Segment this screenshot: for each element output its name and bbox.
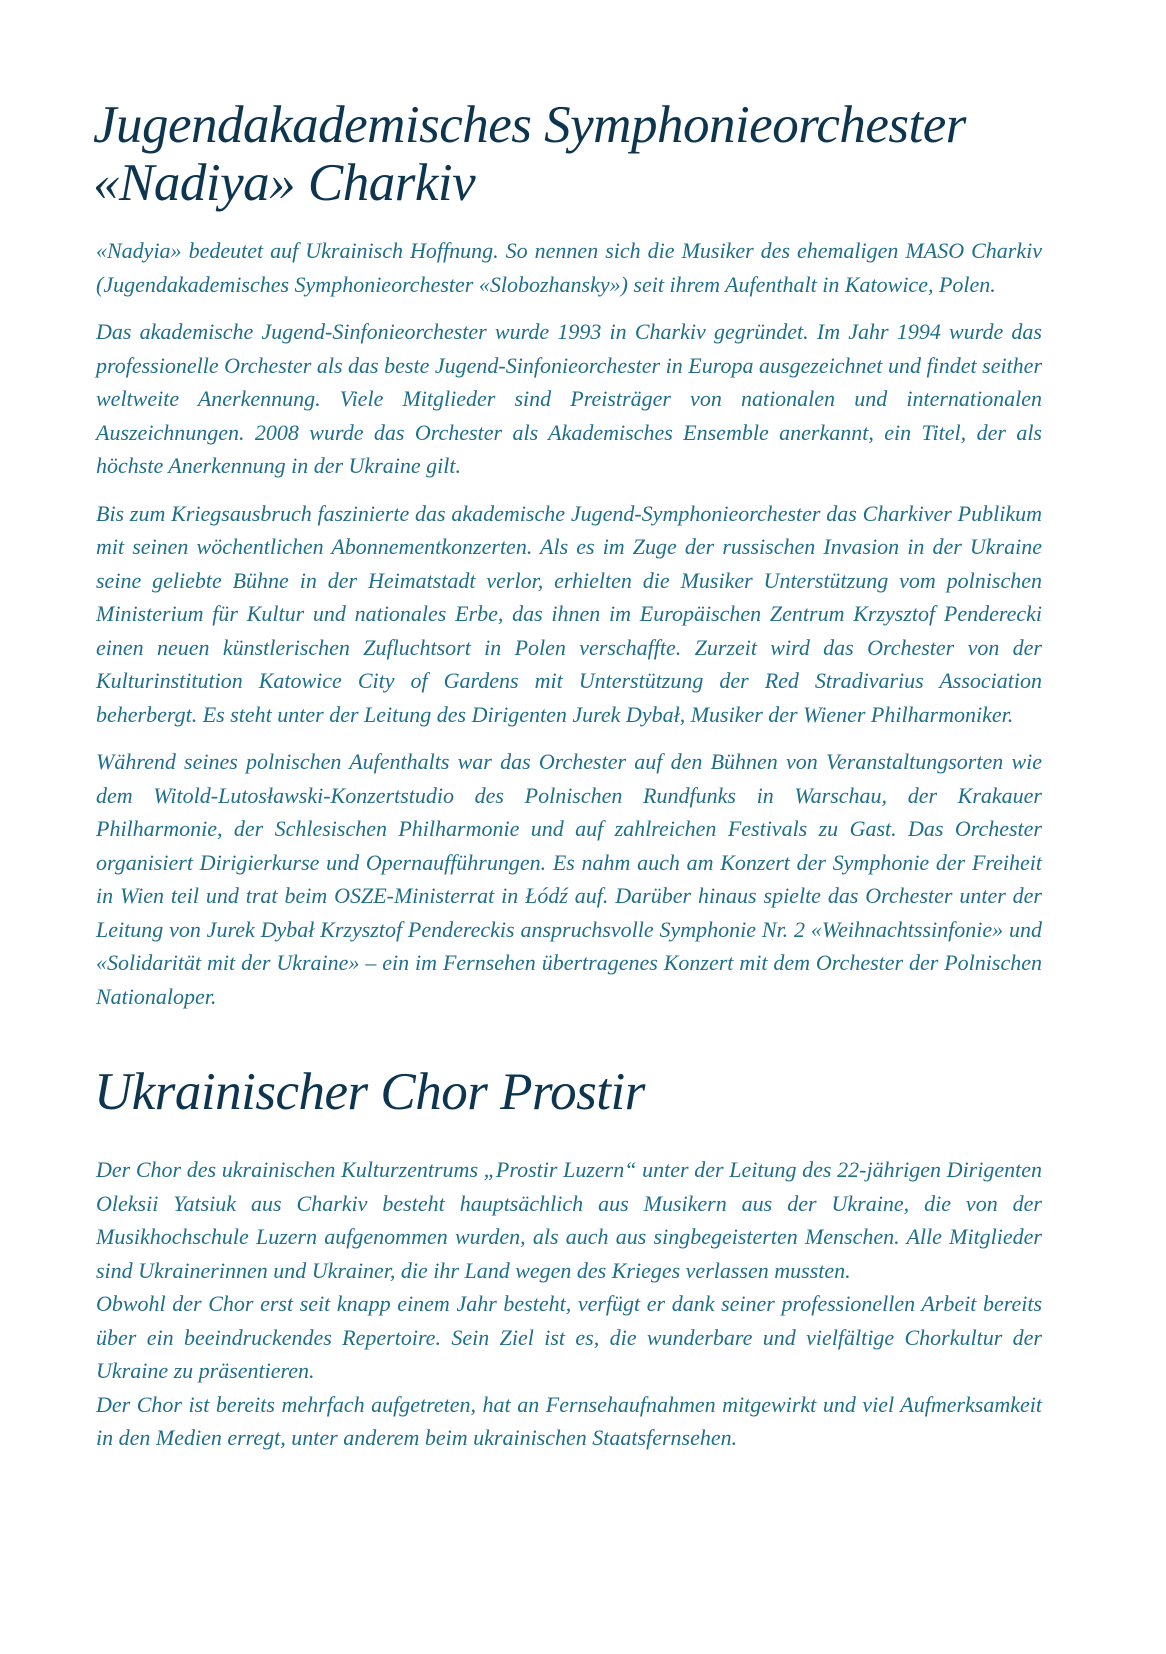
paragraph-intro: «Nadyia» bedeutet auf Ukrainisch Hoffnung. So nennen sich die Musiker des ehemaligen MASO Charkiv (Jugendakademisches Symphonieorchester «Slobozhansky») seit ihrem Aufenthalt in Katowice, Polen. bbox=[96, 238, 1042, 297]
document-page bbox=[93, 96, 1042, 1455]
paragraph-war: Bis zum Kriegsausbruch faszinierte das akademische Jugend-Symphonieorchester das Charkiver Publikum mit seinen wöchentlichen Abonnementkonzerten. Als es im Zuge der russischen Invasion in der Ukraine seine geliebte Bühne in der Heimatstadt verlor, erhielten die Musiker Unterstützung vom polnischen Ministerium für Kultur und nationales Erbe, das ihnen im Europäischen Zentrum Krzysztof Penderecki einen neuen künstlerischen Zufluchtsort in Polen verschaffte. Zurzeit wird das Orchester von der Kulturinstitution Katowice City of Gardens mit Unterstützung der Red Stradivarius Association beherbergt. Es steht unter der Leitung des Dirigenten Jurek Dybał, Musiker der Wiener Philharmoniker. bbox=[96, 500, 1042, 727]
paragraph-choir-intro: Der Chor des ukrainischen Kulturzentrums „Prostir Luzern“ unter der Leitung des 22-jährigen Dirigenten Oleksii Yatsiuk aus Charkiv besteht hauptsächlich aus Musikern aus der Ukraine, die von der Musikhochschule Luzern aufgenommen wurden, als auch aus singbegeisterten Menschen. Alle Mitglieder sind Ukrainerinnen und Ukrainer, die ihr Land wegen des Krieges verlassen mussten. bbox=[96, 1157, 1042, 1283]
section-orchestra bbox=[93, 96, 1042, 1013]
paragraph-choir-repertoire: Obwohl der Chor erst seit knapp einem Jahr besteht, verfügt er dank seiner professionellen Arbeit bereits über ein beeindruckendes Repertoire. Sein Ziel ist es, die wunderbare und vielfältige Chorkultur der Ukraine zu präsentieren. bbox=[96, 1291, 1042, 1383]
section-title-orchestra bbox=[93, 96, 1042, 212]
paragraph-performances: Während seines polnischen Aufenthalts war das Orchester auf den Bühnen von Veranstaltungsorten wie dem Witold-Lutosławski-Konzertstudio des Polnischen Rundfunks in Warschau, der Krakauer Philharmonie, der Schlesischen Philharmonie und auf zahlreichen Festivals zu Gast. Das Orchester organisiert Dirigierkurse und Opernaufführungen. Es nahm auch am Konzert der Symphonie der Freiheit in Wien teil und trat beim OSZE-Ministerrat in Łódź auf. Darüber hinaus spielte das Orchester unter der Leitung von Jurek Dybał Krzysztof Pendereckis anspruchsvolle Symphonie Nr. 2 «Weihnachtssinfonie» und «Solidarität mit der Ukraine» – ein im Fernsehen übertragenes Konzert mit dem Orchester der Polnischen Nationaloper. bbox=[96, 749, 1042, 1009]
paragraph-history: Das akademische Jugend-Sinfonieorchester wurde 1993 in Charkiv gegründet. Im Jahr 1994 wurde das professionelle Orchester als das beste Jugend-Sinfonieorchester in Europa ausgezeichnet und findet seither weltweite Anerkennung. Viele Mitglieder sind Preisträger von nationalen und internationalen Auszeichnungen. 2008 wurde das Orchester als Akademisches Ensemble anerkannt, ein Titel, der als höchste Anerkennung in der Ukraine gilt. bbox=[96, 319, 1042, 478]
choir-paragraphs bbox=[96, 1153, 1042, 1455]
paragraph-choir-media: Der Chor ist bereits mehrfach aufgetreten, hat an Fernsehaufnahmen mitgewirkt und viel Aufmerksamkeit in den Medien erregt, unter anderem beim ukrainischen Staatsfernsehen. bbox=[96, 1391, 1042, 1450]
title-line-2: «Nadiya» Charkiv bbox=[93, 154, 476, 212]
section-choir bbox=[96, 1063, 1042, 1455]
title-line-1: Jugendakademisches Symphonieorchester bbox=[93, 96, 966, 154]
section-title-choir: Ukrainischer Chor Prostir bbox=[94, 1063, 645, 1121]
